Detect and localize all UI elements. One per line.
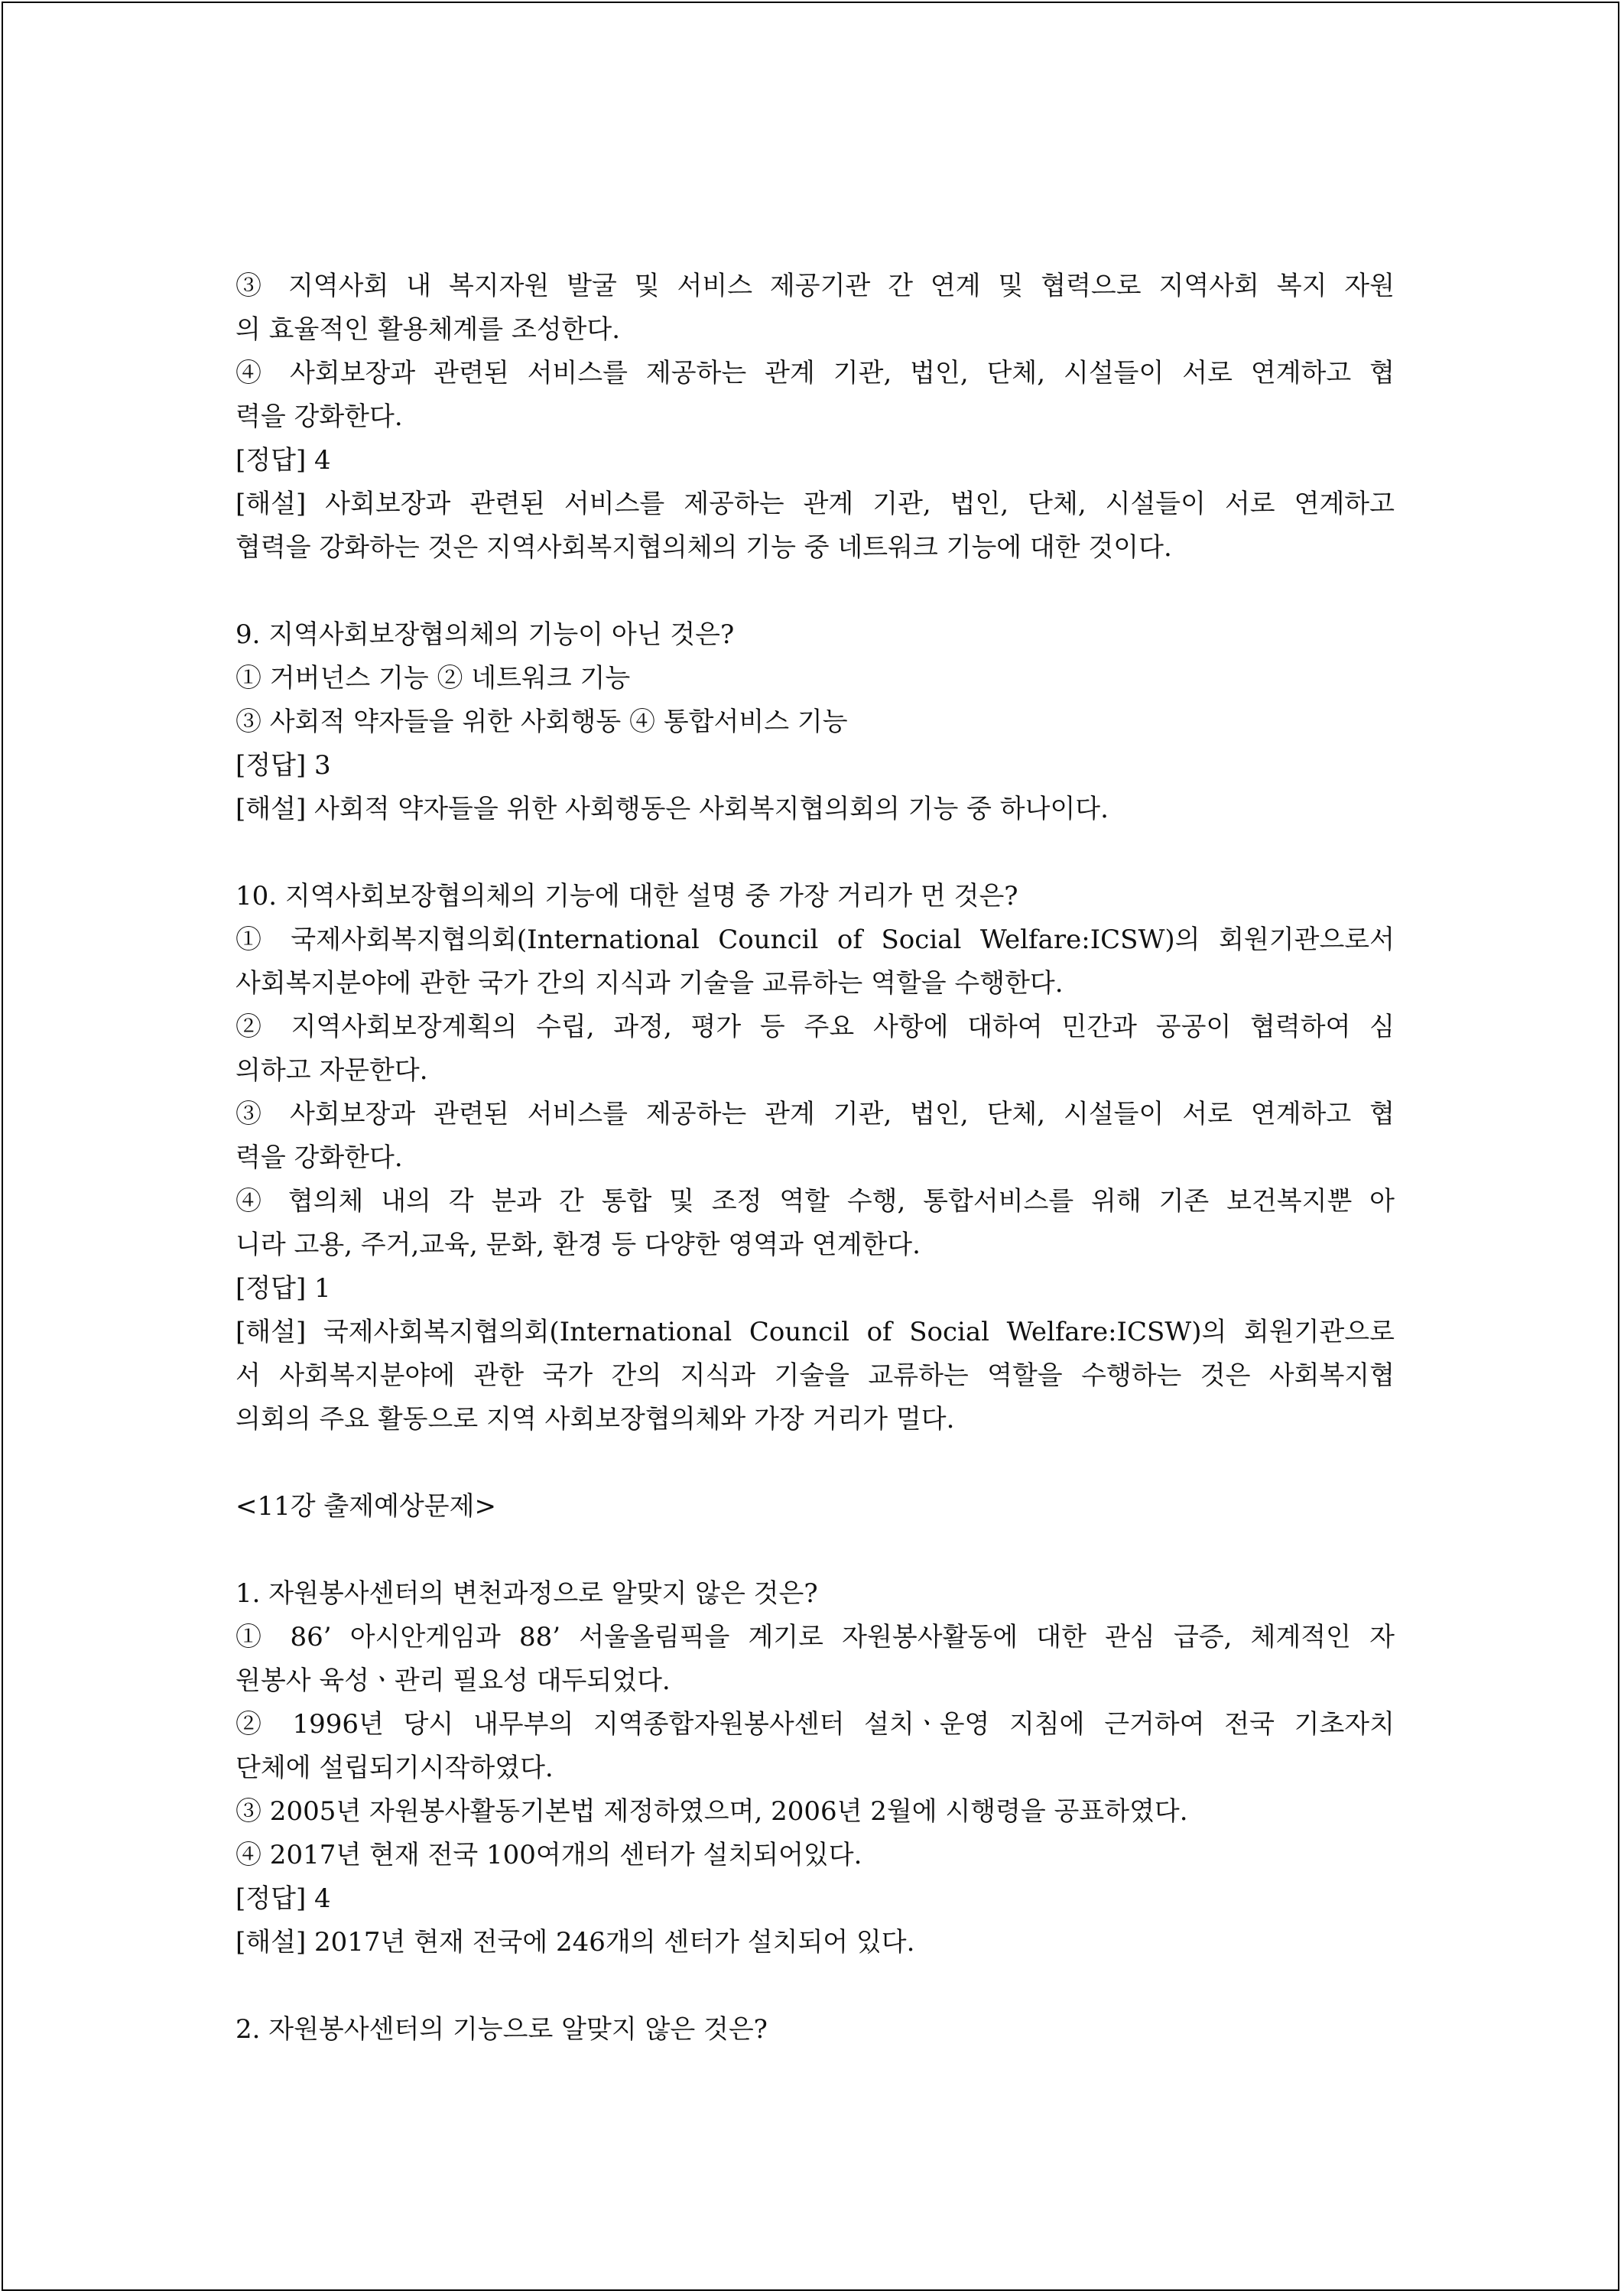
text-line: ④ 협의체 내의 각 분과 간 통합 및 조정 역할 수행, 통합서비스를 위해 기존 보건복지뿐 아 xyxy=(235,1186,1395,1217)
text-line: [해설] 사회보장과 관련된 서비스를 제공하는 관계 기관, 법인, 단체, 시설들이 서로 연계하고 xyxy=(235,489,1395,519)
text-line: 1. 자원봉사센터의 변천과정으로 알맞지 않은 것은? xyxy=(235,1578,818,1609)
text-line: ① 86’ 아시안게임과 88’ 서울올림픽을 계기로 자원봉사활동에 대한 관심 급증, 체계적인 자 xyxy=(235,1622,1395,1652)
text-line: 니라 고용, 주거,교육, 문화, 환경 등 다양한 영역과 연계한다. xyxy=(235,1230,921,1260)
text-line: [해설] 사회적 약자들을 위한 사회행동은 사회복지협의회의 기능 중 하나이다. xyxy=(235,794,1109,824)
blank-line xyxy=(235,1964,1395,2008)
text-line: 의회의 주요 활동으로 지역 사회보장협의체와 가장 거리가 멀다. xyxy=(235,1404,955,1435)
text-line: [해설] 국제사회복지협의회(International Council of Social Welfare:ICSW)의 회원기관으로 xyxy=(235,1317,1395,1347)
text-line: 단체에 설립되기시작하였다. xyxy=(235,1753,554,1783)
text-line: 2. 자원봉사센터의 기능으로 알맞지 않은 것은? xyxy=(235,2014,768,2045)
text-line: ③ 지역사회 내 복지자원 발굴 및 서비스 제공기관 간 연계 및 협력으로 지역사회 복지 자원 xyxy=(235,271,1395,301)
text-line: ① 거버넌스 기능 ② 네트워크 기능 xyxy=(235,663,631,694)
text-line: 의 효율적인 활용체계를 조성한다. xyxy=(235,314,621,345)
text-line: ③ 사회적 약자들을 위한 사회행동 ④ 통합서비스 기능 xyxy=(235,707,848,737)
text-line: [해설] 2017년 현재 전국에 246개의 센터가 설치되어 있다. xyxy=(235,1927,915,1958)
text-line: 협력을 강화하는 것은 지역사회복지협의체의 기능 중 네트워크 기능에 대한 것이다. xyxy=(235,532,1172,563)
text-line: [정답] 3 xyxy=(235,750,331,781)
text-line: ① 국제사회복지협의회(International Council of Social Welfare:ICSW)의 회원기관으로서 xyxy=(235,924,1395,955)
text-line: 력을 강화한다. xyxy=(235,401,403,432)
text-line: ③ 2005년 자원봉사활동기본법 제정하였으며, 2006년 2월에 시행령을 공표하였다. xyxy=(235,1796,1188,1827)
document-body xyxy=(235,265,1395,2052)
blank-line xyxy=(235,1529,1395,1572)
text-line: ③ 사회보장과 관련된 서비스를 제공하는 관계 기관, 법인, 단체, 시설들이 서로 연계하고 협 xyxy=(235,1099,1395,1129)
text-line: [정답] 4 xyxy=(235,445,331,476)
text-line: <11강 출제예상문제> xyxy=(235,1491,496,1522)
text-line: [정답] 4 xyxy=(235,1883,331,1914)
text-line: 사회복지분야에 관한 국가 간의 지식과 기술을 교류하는 역할을 수행한다. xyxy=(235,968,1064,999)
text-line: [정답] 1 xyxy=(235,1273,331,1304)
text-line: 원봉사 육성ㆍ관리 필요성 대두되었다. xyxy=(235,1665,671,1696)
text-line: 9. 지역사회보장협의체의 기능이 아닌 것은? xyxy=(235,619,735,650)
blank-line xyxy=(235,1441,1395,1485)
text-line: 서 사회복지분야에 관한 국가 간의 지식과 기술을 교류하는 역할을 수행하는 것은 사회복지협 xyxy=(235,1360,1395,1391)
text-line: 력을 강화한다. xyxy=(235,1142,403,1173)
text-line: 의하고 자문한다. xyxy=(235,1055,428,1086)
blank-line xyxy=(235,831,1395,875)
document-page xyxy=(2,2,1619,2291)
text-line: 10. 지역사회보장협의체의 기능에 대한 설명 중 가장 거리가 먼 것은? xyxy=(235,881,1018,911)
blank-line xyxy=(235,570,1395,613)
text-line: ② 1996년 당시 내무부의 지역종합자원봉사센터 설치ㆍ운영 지침에 근거하여 전국 기초자치 xyxy=(235,1709,1395,1740)
text-line: ② 지역사회보장계획의 수립, 과정, 평가 등 주요 사항에 대하여 민간과 공공이 협력하여 심 xyxy=(235,1012,1395,1042)
text-line: ④ 사회보장과 관련된 서비스를 제공하는 관계 기관, 법인, 단체, 시설들이 서로 연계하고 협 xyxy=(235,358,1395,388)
text-line: ④ 2017년 현재 전국 100여개의 센터가 설치되어있다. xyxy=(235,1840,862,1870)
